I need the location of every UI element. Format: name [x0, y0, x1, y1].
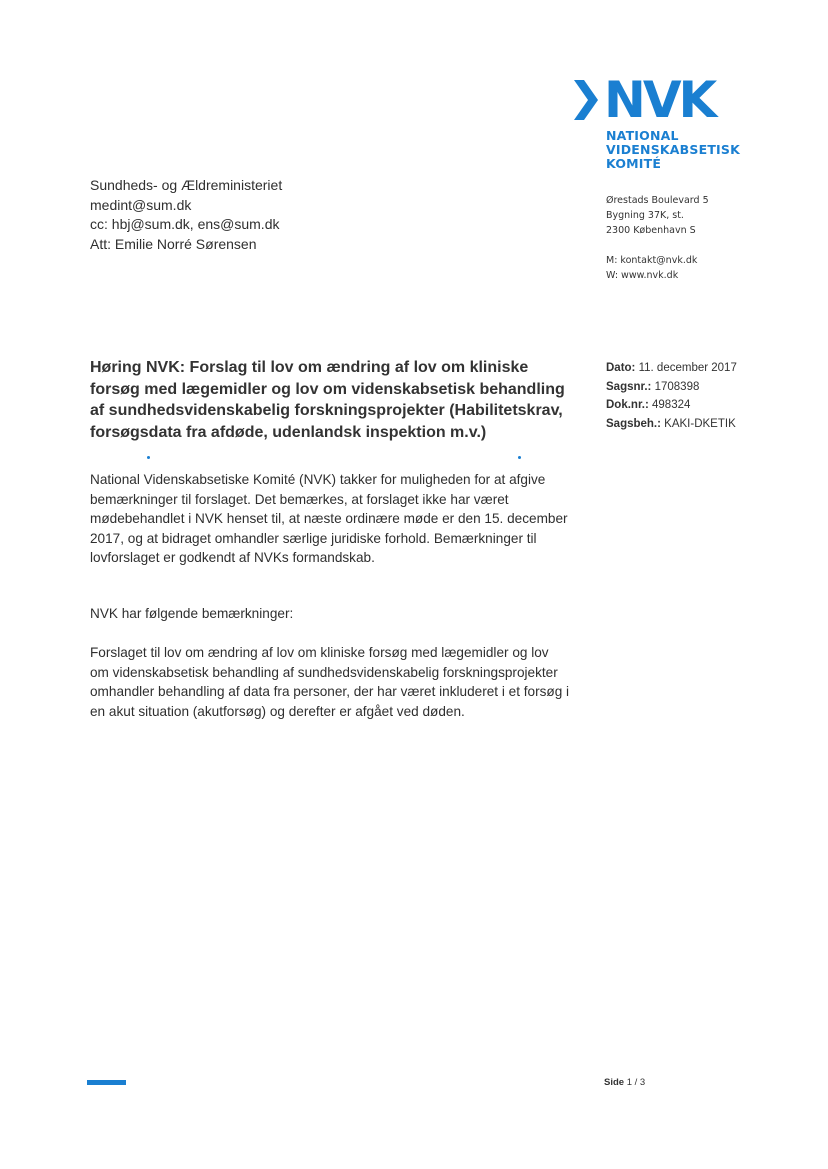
meta-doc: [606, 396, 737, 415]
address-line: 2300 København S: [606, 225, 696, 236]
page-number: [604, 1077, 645, 1088]
body-paragraph-3: Forslaget til lov om ændring af lov om kliniske forsøg med lægemidler og lov om videnskabsetisk behandling af sundhedsvidenskabelig forskningsprojekter omhandler behandling af data fra personer, der har været inkluderet i et forsøg i en akut situation (akutforsøg) og derefter er afgået ved døden.: [90, 645, 570, 719]
meta-handler: [606, 415, 737, 434]
recipient-line: Sundheds- og Ældreministeriet: [90, 177, 283, 193]
recipient-block: [90, 176, 282, 254]
footer-accent-bar: [87, 1080, 126, 1085]
recipient-line: Att: Emilie Norré Sørensen: [90, 235, 257, 252]
logo-line: VIDENSKABSETISK: [606, 142, 740, 157]
letter-meta: [606, 359, 737, 433]
decorative-dot: [518, 456, 521, 459]
address-line: Ørestads Boulevard 5: [606, 195, 709, 206]
address-line: Bygning 37K, st.: [606, 210, 684, 221]
page-value: 1 / 3: [626, 1077, 646, 1088]
recipient-line: medint@sum.dk: [90, 196, 192, 213]
logo-line: KOMITÉ: [606, 156, 662, 171]
meta-case-value: 1708398: [654, 380, 700, 393]
contact-mail: M: kontakt@nvk.dk: [606, 255, 698, 266]
meta-date: [606, 359, 737, 378]
sender-address: [606, 193, 709, 283]
nvk-logo: [572, 71, 742, 171]
meta-date-value: 11. december 2017: [638, 362, 737, 374]
logo-mark: [572, 71, 742, 129]
letter-subject: Høring NVK: Forslag til lov om ændring af lov om kliniske forsøg med lægemidler og lov om videnskabsetisk behandling af sundhedsvidenskabelig forskningsprojekter (Habilitetskrav, forsøgsdata fra afdøde, udenlandsk inspektion m.v.): [90, 359, 565, 441]
logo-subtitle: [606, 129, 742, 171]
meta-handler-label: Sagsbeh.:: [606, 417, 661, 430]
chevron-right-icon: [572, 78, 600, 122]
meta-handler-value: KAKI-DKETIK: [664, 417, 736, 430]
body-paragraph-1: National Videnskabsetiske Komité (NVK) takker for muligheden for at afgive bemærkninger til forslaget. Det bemærkes, at forslaget ikke har været mødebehandlet i NVK henset til, at næste ordinære møde er den 15. december 2017, og at bidraget omhandler særlige juridiske forhold. Bemærkninger til lovforslaget er godkendt af NVKs formandskab.: [90, 472, 568, 565]
meta-case: [606, 378, 737, 397]
meta-doc-label: Dok.nr.:: [606, 399, 649, 411]
page-label: Side: [604, 1077, 625, 1088]
meta-case-label: Sagsnr.:: [606, 380, 652, 393]
contact-web: W: www.nvk.dk: [606, 270, 679, 281]
meta-date-label: Dato:: [606, 362, 636, 374]
logo-line: NATIONAL: [606, 128, 679, 143]
meta-doc-value: 498324: [652, 399, 691, 411]
recipient-line: cc: hbj@sum.dk, ens@sum.dk: [90, 216, 280, 232]
logo-wordmark: NVK: [604, 71, 715, 129]
body-paragraph-2: NVK har følgende bemærkninger:: [90, 606, 294, 621]
decorative-dot: [147, 456, 150, 459]
